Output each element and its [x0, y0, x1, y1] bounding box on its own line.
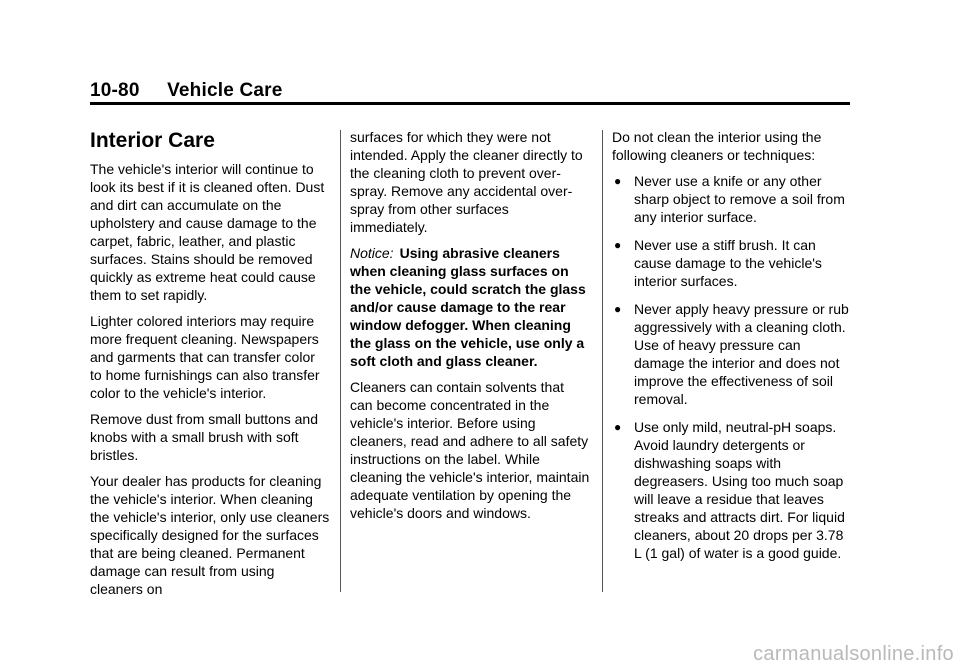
page-header: [90, 80, 283, 102]
column-1: [90, 128, 330, 606]
section-heading: Interior Care: [90, 129, 215, 152]
column-3: [612, 128, 852, 572]
list-item: ● Use only mild, neutral-pH soaps. Avoid laundry detergents or dishwashing soaps with degreasers. Using too much soap will leave a residue that leaves streaks and attracts dirt. For liquid cleaners, about 20 drops per 3.78 L (1 gal) of water is a good guide.: [614, 419, 845, 561]
bullet-icon: ●: [614, 302, 622, 316]
bullet-icon: ●: [614, 238, 622, 252]
paragraph: Cleaners can contain solvents that can become concentrated in the vehicle's interior. Before using cleaners, read and adhere to all safety instructions on the label. While cleaning the vehicle's interior, maintain adequate ventilation by opening the vehicle's doors and windows.: [350, 379, 590, 521]
notice-text: Using abrasive cleaners when cleaning glass surfaces on the vehicle, could scratch the glass and/or cause damage to the rear window defogger. When cleaning the glass on the vehicle, use only a soft cloth and glass cleaner.: [350, 245, 586, 369]
column-2: [350, 128, 590, 530]
column-divider-1: [340, 130, 341, 592]
bullet-icon: ●: [614, 420, 622, 434]
cleaning-list: [612, 172, 852, 562]
list-item: ● Never use a stiff brush. It can cause damage to the vehicle's interior surfaces.: [614, 237, 822, 289]
paragraph: Remove dust from small buttons and knobs with a small brush with soft bristles.: [90, 411, 318, 463]
list-item: ● Never use a knife or any other sharp object to remove a soil from any interior surface.: [614, 173, 845, 225]
chapter-title: Vehicle Care: [167, 80, 283, 101]
bullet-icon: ●: [614, 174, 622, 188]
column-divider-2: [602, 130, 603, 592]
notice-label: Notice:: [350, 245, 394, 261]
paragraph: The vehicle's interior will continue to look its best if it is cleaned often. Dust and dirt can accumulate on the upholstery and cause damage to the carpet, fabric, leather, and plastic surfaces. Stains should be removed quickly as extreme heat could cause them to set rapidly.: [90, 161, 325, 303]
paragraph: surfaces for which they were not intended. Apply the cleaner directly to the cleaning cloth to prevent over-spray. Remove any accidental over-spray from other surfaces immediately.: [350, 129, 583, 235]
list-intro: Do not clean the interior using the following cleaners or techniques:: [612, 129, 822, 163]
watermark: carmanualsonline.info: [753, 643, 954, 665]
list-item: ● Never apply heavy pressure or rub aggressively with a cleaning cloth. Use of heavy pressure can damage the interior and does not improve the effectiveness of soil removal.: [614, 301, 849, 407]
paragraph: Your dealer has products for cleaning the vehicle's interior. When cleaning the vehicle's interior, only use cleaners specifically designed for the surfaces that are being cleaned. Permanent damage can result from using cleaners on: [90, 473, 330, 597]
header-rule: [90, 102, 850, 105]
notice: [350, 244, 590, 370]
paragraph: Lighter colored interiors may require more frequent cleaning. Newspapers and garments that can transfer color to home furnishings can also transfer color to the vehicle's interior.: [90, 313, 320, 401]
page-number: 10-80: [90, 80, 140, 101]
